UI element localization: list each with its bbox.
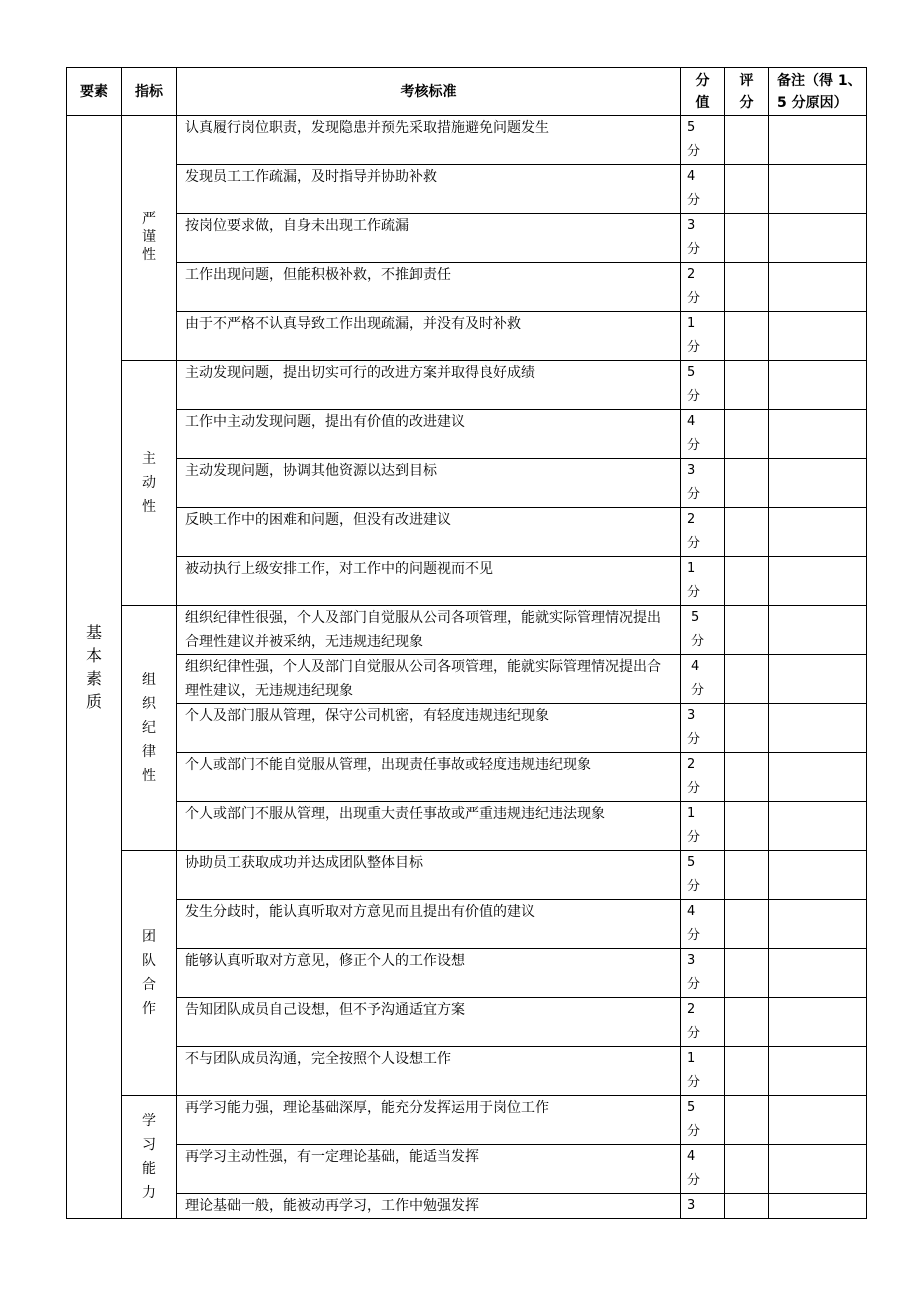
assessment-table <box>66 67 867 1219</box>
rating-cell <box>725 655 769 704</box>
rating-cell <box>725 263 769 312</box>
score-cell: 4 分 <box>681 165 725 214</box>
rating-cell <box>725 214 769 263</box>
remark-cell <box>769 459 867 508</box>
score-cell: 5 分 <box>681 1096 725 1145</box>
score-cell: 3 分 <box>681 704 725 753</box>
indicator-cell: 学习能力 <box>122 1096 177 1219</box>
criterion-cell: 主动发现问题，协调其他资源以达到目标 <box>177 459 681 508</box>
rating-cell <box>725 312 769 361</box>
indicator-cell: 团队合作 <box>122 851 177 1096</box>
header-standard: 考核标准 <box>177 68 681 116</box>
criterion-cell: 发现员工工作疏漏，及时指导并协助补救 <box>177 165 681 214</box>
remark-cell <box>769 508 867 557</box>
indicator-cell: 组织纪律性 <box>122 606 177 851</box>
score-cell: 5 分 <box>681 851 725 900</box>
table-row <box>67 949 867 998</box>
score-cell: 5 分 <box>681 361 725 410</box>
criterion-cell: 再学习主动性强，有一定理论基础，能适当发挥 <box>177 1145 681 1194</box>
criterion-cell: 主动发现问题，提出切实可行的改进方案并取得良好成绩 <box>177 361 681 410</box>
remark-cell <box>769 704 867 753</box>
criterion-cell: 能够认真听取对方意见，修正个人的工作设想 <box>177 949 681 998</box>
remark-cell <box>769 1047 867 1096</box>
criterion-cell: 个人及部门服从管理，保守公司机密，有轻度违规违纪现象 <box>177 704 681 753</box>
score-cell: 4 分 <box>681 410 725 459</box>
header-score-value: 分值 <box>681 68 725 116</box>
score-cell: 2 分 <box>681 508 725 557</box>
score-cell: 4 分 <box>681 900 725 949</box>
table-row <box>67 459 867 508</box>
table-row <box>67 1047 867 1096</box>
table-row <box>67 802 867 851</box>
indicator-cell: 主动性 <box>122 361 177 606</box>
rating-cell <box>725 459 769 508</box>
table-row <box>67 851 867 900</box>
criterion-cell: 组织纪律性强，个人及部门自觉服从公司各项管理，能就实际管理情况提出合理性建议，无违规违纪现象 <box>177 655 681 704</box>
table-row <box>67 410 867 459</box>
remark-cell <box>769 1145 867 1194</box>
score-cell: 2 分 <box>681 263 725 312</box>
criterion-cell: 再学习能力强，理论基础深厚，能充分发挥运用于岗位工作 <box>177 1096 681 1145</box>
rating-cell <box>725 508 769 557</box>
rating-cell <box>725 1096 769 1145</box>
score-cell: 1 分 <box>681 312 725 361</box>
header-factor: 要素 <box>67 68 122 116</box>
remark-cell <box>769 312 867 361</box>
rating-cell <box>725 606 769 655</box>
header-remark: 备注（得 1、5 分原因） <box>769 68 867 116</box>
score-cell: 3 <box>681 1194 725 1219</box>
score-cell: 2 分 <box>681 998 725 1047</box>
remark-cell <box>769 802 867 851</box>
remark-cell <box>769 165 867 214</box>
table-row <box>67 116 867 165</box>
rating-cell <box>725 410 769 459</box>
table-row <box>67 606 867 655</box>
score-cell: 1 分 <box>681 1047 725 1096</box>
score-cell: 2 分 <box>681 753 725 802</box>
remark-cell <box>769 1096 867 1145</box>
rating-cell <box>725 998 769 1047</box>
table-row <box>67 900 867 949</box>
criterion-cell: 个人或部门不服从管理，出现重大责任事故或严重违规违纪违法现象 <box>177 802 681 851</box>
table-row <box>67 214 867 263</box>
table-row <box>67 508 867 557</box>
remark-cell <box>769 655 867 704</box>
criterion-cell: 工作出现问题，但能积极补救，不推卸责任 <box>177 263 681 312</box>
criterion-cell: 工作中主动发现问题，提出有价值的改进建议 <box>177 410 681 459</box>
remark-cell <box>769 1194 867 1219</box>
table-row <box>67 1145 867 1194</box>
rating-cell <box>725 1145 769 1194</box>
factor-cell: 基本素质 <box>67 116 122 1219</box>
rating-cell <box>725 949 769 998</box>
score-cell: 3 分 <box>681 949 725 998</box>
indicator-cell: 严谨性 <box>122 116 177 361</box>
rating-cell <box>725 361 769 410</box>
table-row <box>67 165 867 214</box>
table-row <box>67 1096 867 1145</box>
rating-cell <box>725 851 769 900</box>
criterion-cell: 被动执行上级安排工作，对工作中的问题视而不见 <box>177 557 681 606</box>
remark-cell <box>769 949 867 998</box>
score-cell: 4 分 <box>681 1145 725 1194</box>
remark-cell <box>769 410 867 459</box>
header-indicator: 指标 <box>122 68 177 116</box>
score-cell: 1 分 <box>681 557 725 606</box>
criterion-cell: 按岗位要求做，自身未出现工作疏漏 <box>177 214 681 263</box>
score-cell: 5 分 <box>681 606 725 655</box>
rating-cell <box>725 1194 769 1219</box>
table-row <box>67 263 867 312</box>
score-cell: 4 分 <box>681 655 725 704</box>
table-row <box>67 655 867 704</box>
table-row <box>67 557 867 606</box>
remark-cell <box>769 557 867 606</box>
rating-cell <box>725 753 769 802</box>
criterion-cell: 反映工作中的困难和问题，但没有改进建议 <box>177 508 681 557</box>
criterion-cell: 个人或部门不能自觉服从管理，出现责任事故或轻度违规违纪现象 <box>177 753 681 802</box>
criterion-cell: 协助员工获取成功并达成团队整体目标 <box>177 851 681 900</box>
rating-cell <box>725 165 769 214</box>
remark-cell <box>769 214 867 263</box>
remark-cell <box>769 998 867 1047</box>
rating-cell <box>725 900 769 949</box>
criterion-cell: 认真履行岗位职责，发现隐患并预先采取措施避免问题发生 <box>177 116 681 165</box>
score-cell: 3 分 <box>681 214 725 263</box>
table-row <box>67 753 867 802</box>
score-cell: 1 分 <box>681 802 725 851</box>
table-row <box>67 361 867 410</box>
criterion-cell: 不与团队成员沟通，完全按照个人设想工作 <box>177 1047 681 1096</box>
criterion-cell: 理论基础一般，能被动再学习，工作中勉强发挥 <box>177 1194 681 1219</box>
remark-cell <box>769 263 867 312</box>
remark-cell <box>769 606 867 655</box>
header-rating: 评分 <box>725 68 769 116</box>
remark-cell <box>769 900 867 949</box>
table-row <box>67 998 867 1047</box>
score-cell: 5 分 <box>681 116 725 165</box>
criterion-cell: 发生分歧时，能认真听取对方意见而且提出有价值的建议 <box>177 900 681 949</box>
rating-cell <box>725 1047 769 1096</box>
rating-cell <box>725 704 769 753</box>
criterion-cell: 组织纪律性很强，个人及部门自觉服从公司各项管理，能就实际管理情况提出合理性建议并被采纳，无违规违纪现象 <box>177 606 681 655</box>
table-row <box>67 1194 867 1219</box>
rating-cell <box>725 802 769 851</box>
remark-cell <box>769 851 867 900</box>
remark-cell <box>769 753 867 802</box>
criterion-cell: 告知团队成员自己设想，但不予沟通适宜方案 <box>177 998 681 1047</box>
table-row <box>67 704 867 753</box>
table-row <box>67 312 867 361</box>
rating-cell <box>725 116 769 165</box>
rating-cell <box>725 557 769 606</box>
score-cell: 3 分 <box>681 459 725 508</box>
header-row <box>67 68 867 116</box>
criterion-cell: 由于不严格不认真导致工作出现疏漏，并没有及时补救 <box>177 312 681 361</box>
remark-cell <box>769 116 867 165</box>
remark-cell <box>769 361 867 410</box>
